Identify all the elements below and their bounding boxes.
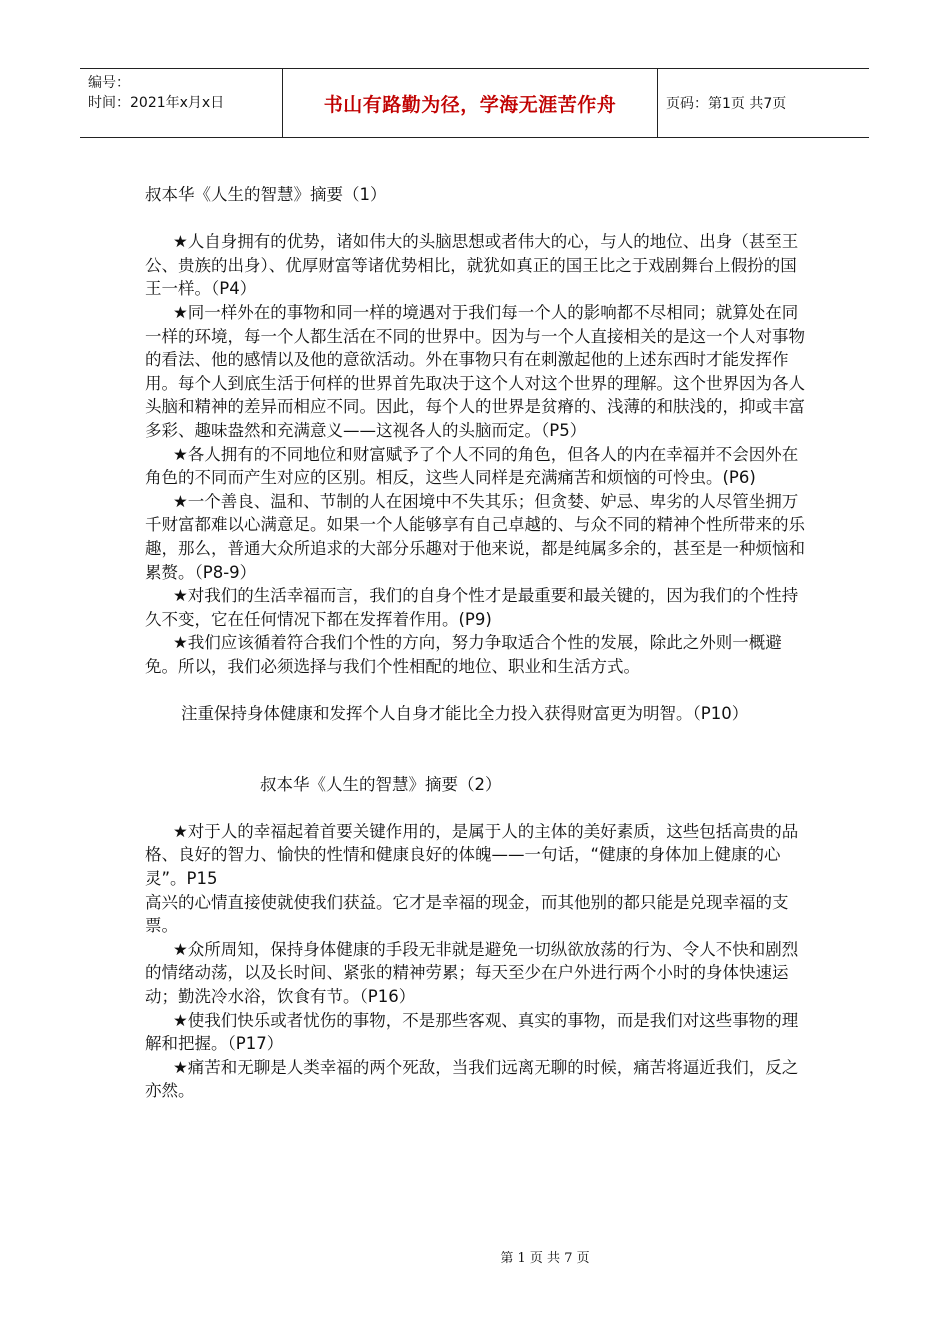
section1-title: 叔本华《人生的智慧》摘要（1） [145, 185, 387, 204]
header-motto: 书山有路勤为径，学海无涯苦作舟 [283, 69, 658, 137]
spacer [145, 726, 813, 773]
section2-paragraph: ★使我们快乐或者忧伤的事物，不是那些客观、真实的事物，而是我们对这些事物的理解和把握。（P17） [145, 1010, 799, 1054]
section2-paragraph: ★众所周知，保持身体健康的手段无非就是避免一切纵欲放荡的行为、令人不快和剧烈的情绪动荡，以及长时间、紧张的精神劳累；每天至少在户外进行两个小时的身体快速运动；勤洗冷水浴，饮食有节。（P16） [145, 939, 799, 1006]
page-footer: 第 1 页 共 7 页 [500, 1251, 590, 1266]
section2-paragraph: ★对于人的幸福起着首要关键作用的，是属于人的主体的美好素质，这些包括高贵的品格、良好的智力、愉快的性情和健康良好的体魄——一句话，“健康的身体加上健康的心灵”。P15 [145, 821, 799, 889]
section1-paragraph: ★我们应该循着符合我们个性的方向，努力争取适合个性的发展，除此之外则一概避免。所以，我们必须选择与我们个性相配的地位、职业和生活方式。 [145, 633, 782, 676]
section1-paragraph: ★各人拥有的不同地位和财富赋予了个人不同的角色，但各人的内在幸福并不会因外在角色的不同而产生对应的区别。相反，这些人同样是充满痛苦和烦恼的可怜虫。(P6) [145, 444, 799, 488]
section2-paragraph: ★痛苦和无聊是人类幸福的两个死敌，当我们远离无聊的时候，痛苦将逼近我们，反之亦然。 [145, 1057, 799, 1101]
section2-title: 叔本华《人生的智慧》摘要（2） [260, 774, 502, 794]
section1-note: 注重保持身体健康和发挥个人自身才能比全力投入获得财富更为明智。（P10） [181, 704, 749, 724]
section1-paragraph: ★一个善良、温和、节制的人在困境中不失其乐；但贪婪、妒忌、卑劣的人尽管坐拥万千财富都难以心满意足。如果一个人能够享有自己卓越的、与众不同的精神个性所带来的乐趣，那么，普通大众所追求的大部分乐趣对于他来说，都是纯属多余的，甚至是一种烦恼和累赘。（P8-9） [145, 491, 805, 582]
spacer [145, 678, 813, 702]
document-header [80, 68, 869, 138]
document-body [145, 183, 813, 1103]
section1-paragraph: ★对我们的生活幸福而言，我们的自身个性才是最重要和最关键的，因为我们的个性持久不变，它在任何情况下都在发挥着作用。(P9) [145, 586, 799, 629]
header-page-label: 页码：第1页 共7页 [666, 96, 787, 112]
section1-paragraph: ★人自身拥有的优势，诸如伟大的头脑思想或者伟大的心，与人的地位、出身（甚至王公、贵族的出身）、优厚财富等诸优势相比，就犹如真正的国王比之于戏剧舞台上假扮的国王一样。（P4） [145, 232, 799, 299]
section1-paragraph: ★同一样外在的事物和同一样的境遇对于我们每一个人的影响都不尽相同；就算处在同一样的环境，每一个人都生活在不同的世界中。因为与一个人直接相关的是这一个人对事物的看法、他的感情以及他的意欲活动。外在事物只有在刺激起他的上述东西时才能发挥作用。每个人到底生活于何样的世界首先取决于这个人对这个世界的理解。这个世界因为各人头脑和精神的差异而相应不同。因此，每个人的世界是贫瘠的、浅薄的和肤浅的，抑或丰富多彩、趣味盎然和充满意义——这视各人的头脑而定。（P5） [145, 302, 805, 440]
section2-paragraph-continued: 高兴的心情直接使就使我们获益。它才是幸福的现金，而其他别的都只能是兑现幸福的支票。 [145, 892, 789, 936]
header-time-label: 时间：2021年x月x日 [88, 95, 225, 111]
header-number-label: 编号： [88, 75, 130, 91]
header-meta [80, 69, 283, 137]
